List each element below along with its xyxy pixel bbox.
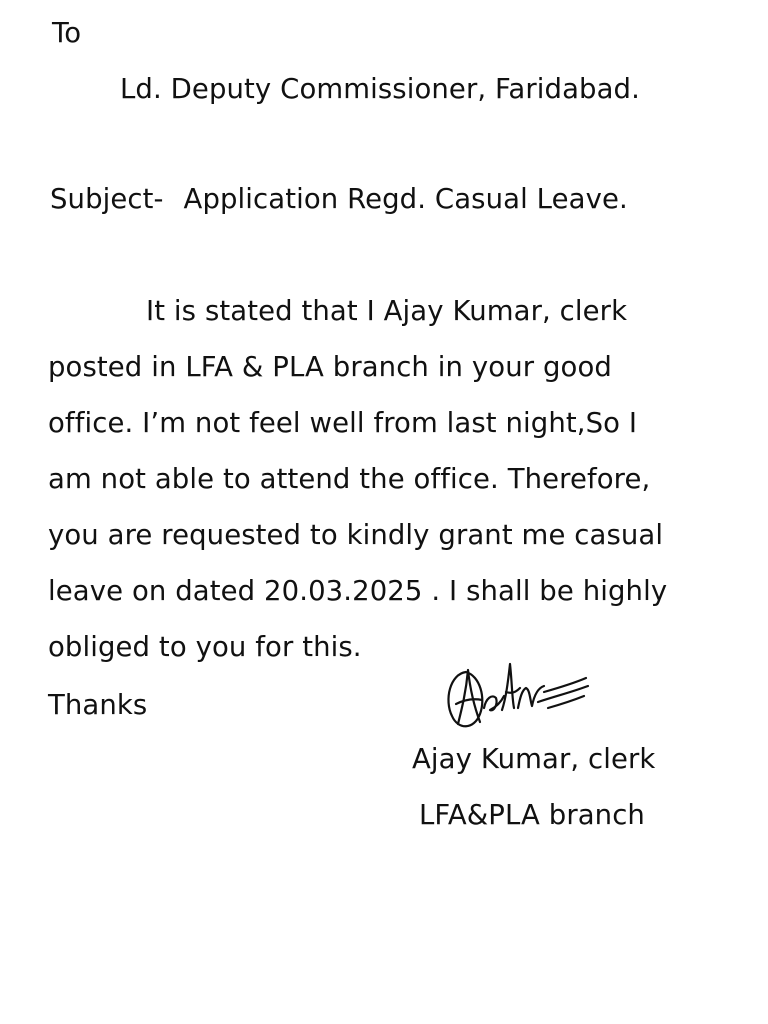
- body-line: leave on dated 20.03.2025 . I shall be highly: [48, 575, 668, 607]
- handwritten-signature: [436, 652, 596, 742]
- signer-name: Ajay Kumar, clerk: [412, 743, 656, 775]
- subject-line: [50, 183, 628, 215]
- closing: Thanks: [48, 689, 148, 721]
- subject-text: Application Regd. Casual Leave.: [183, 183, 628, 215]
- salutation: To: [52, 17, 82, 49]
- body-line: am not able to attend the office. Therefore,: [48, 463, 651, 495]
- body-line: posted in LFA & PLA branch in your good: [48, 351, 612, 383]
- addressee: Ld. Deputy Commissioner, Faridabad.: [120, 73, 640, 105]
- signer-branch: LFA&PLA branch: [419, 799, 645, 831]
- body-line: obliged to you for this.: [48, 631, 362, 663]
- subject-label: Subject-: [50, 183, 164, 215]
- body-line: office. I’m not feel well from last night,So I: [48, 407, 638, 439]
- body-line: It is stated that I Ajay Kumar, clerk: [146, 295, 628, 327]
- body-line: you are requested to kindly grant me casual: [48, 519, 664, 551]
